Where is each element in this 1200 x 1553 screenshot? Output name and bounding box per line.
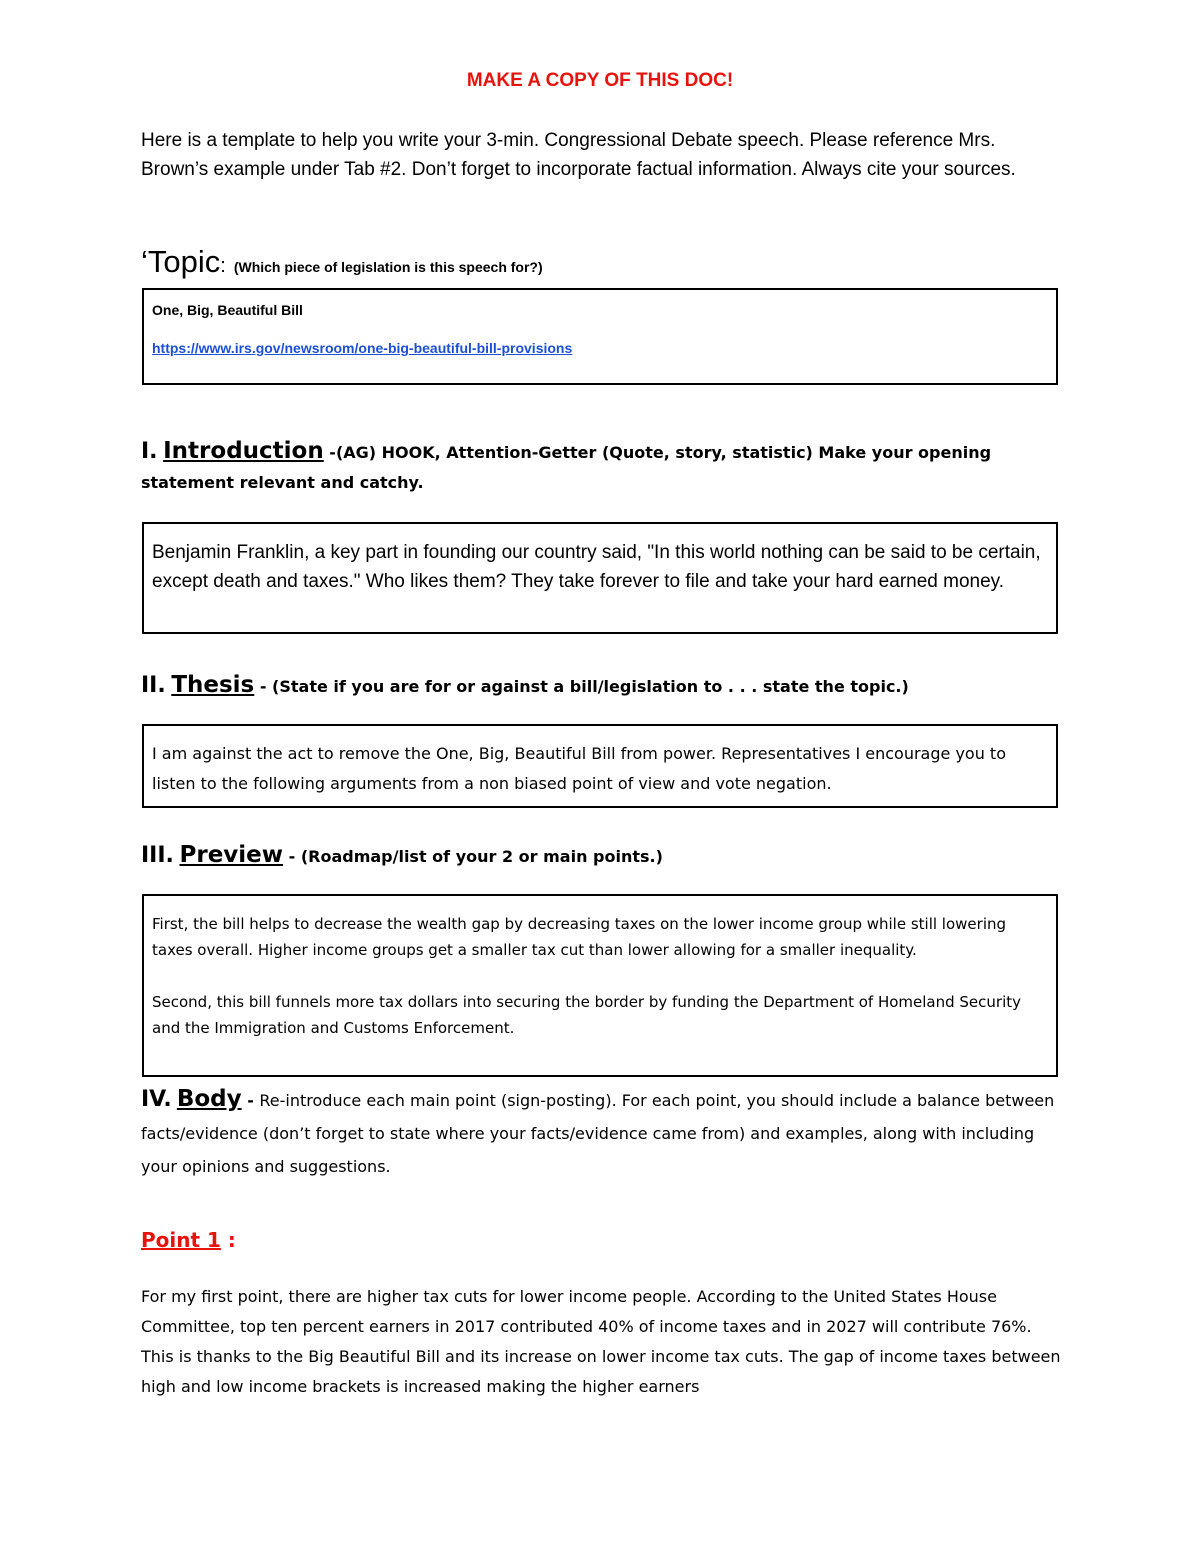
topic-hint: (Which piece of legislation is this speech for?) — [233, 259, 543, 275]
body-number: IV. — [141, 1087, 172, 1112]
instructions-text: Here is a template to help you write your 3-min. Congressional Debate speech. Please reference Mrs. Brown’s example under Tab #2. Don’t forget to incorporate factual information. Always cite your sources. — [141, 130, 1016, 180]
introduction-name: Introduction — [163, 438, 324, 464]
thesis-box: I am against the act to remove the One, Big, Beautiful Bill from power. Representatives I encourage you to listen to the following arguments from a non biased point of view and vote negation. — [142, 724, 1058, 808]
point-one-text: For my first point, there are higher tax cuts for lower income people. According to the United States House Committee, top ten percent earners in 2017 contributed 40% of income taxes and in 2027 will contribute 76%. This is thanks to the Big Beautiful Bill and its increase on lower income tax cuts. The gap of income taxes between high and low income brackets is increased making the higher earners — [141, 1287, 1061, 1396]
preview-point-one: First, the bill helps to decrease the wealth gap by decreasing taxes on the lower income group while still lowering taxes overall. Higher income groups get a smaller tax cut than lower allowing for a smaller inequality. — [152, 915, 1007, 959]
preview-number: III. — [141, 843, 174, 868]
preview-point-two: Second, this bill funnels more tax dollars into securing the border by funding the Department of Homeland Security and the Immigration and Customs Enforcement. — [152, 993, 1022, 1037]
preview-box — [142, 894, 1058, 1077]
thesis-number: II. — [141, 673, 166, 698]
irs-link[interactable]: https://www.irs.gov/newsroom/one-big-beautiful-bill-provisions — [152, 340, 573, 356]
body-section — [141, 1083, 1061, 1183]
preview-heading — [141, 840, 1061, 872]
point-one-heading — [141, 1228, 236, 1252]
body-dash: - — [241, 1091, 260, 1110]
topic-box — [142, 288, 1058, 385]
introduction-number: I. — [141, 439, 158, 464]
thesis-description: - (State if you are for or against a bill/legislation to . . . state the topic.) — [254, 677, 909, 696]
preview-description: - (Roadmap/list of your 2 or main points.) — [283, 847, 663, 866]
body-name: Body — [176, 1086, 242, 1112]
preview-name: Preview — [179, 842, 284, 868]
introduction-box: Benjamin Franklin, a key part in founding our country said, "In this world nothing can be said to be certain, except death and taxes." Who likes them? They take forever to file and take your hard earned money. — [142, 522, 1058, 634]
topic-colon: : — [220, 255, 226, 277]
bill-name: One, Big, Beautiful Bill — [152, 302, 303, 318]
point-one-suffix: : — [220, 1228, 236, 1252]
doc-title: MAKE A COPY OF THIS DOC! — [466, 70, 734, 91]
thesis-name: Thesis — [171, 672, 255, 698]
body-description: Re-introduce each main point (sign-posting). For each point, you should include a balance between facts/evidence (don’t forget to state where your facts/evidence came from) and examples, along with including your opinions and suggestions. — [141, 1091, 1055, 1176]
point-one-label: Point 1 — [141, 1228, 221, 1252]
introduction-heading — [141, 436, 1061, 498]
introduction-description: -(AG) HOOK, Attention-Getter (Quote, story, statistic) Make your opening statement relevant and catchy. — [141, 443, 992, 492]
thesis-heading — [141, 670, 1061, 702]
topic-label: ‘Topic — [141, 244, 221, 279]
topic-heading — [141, 244, 1061, 280]
